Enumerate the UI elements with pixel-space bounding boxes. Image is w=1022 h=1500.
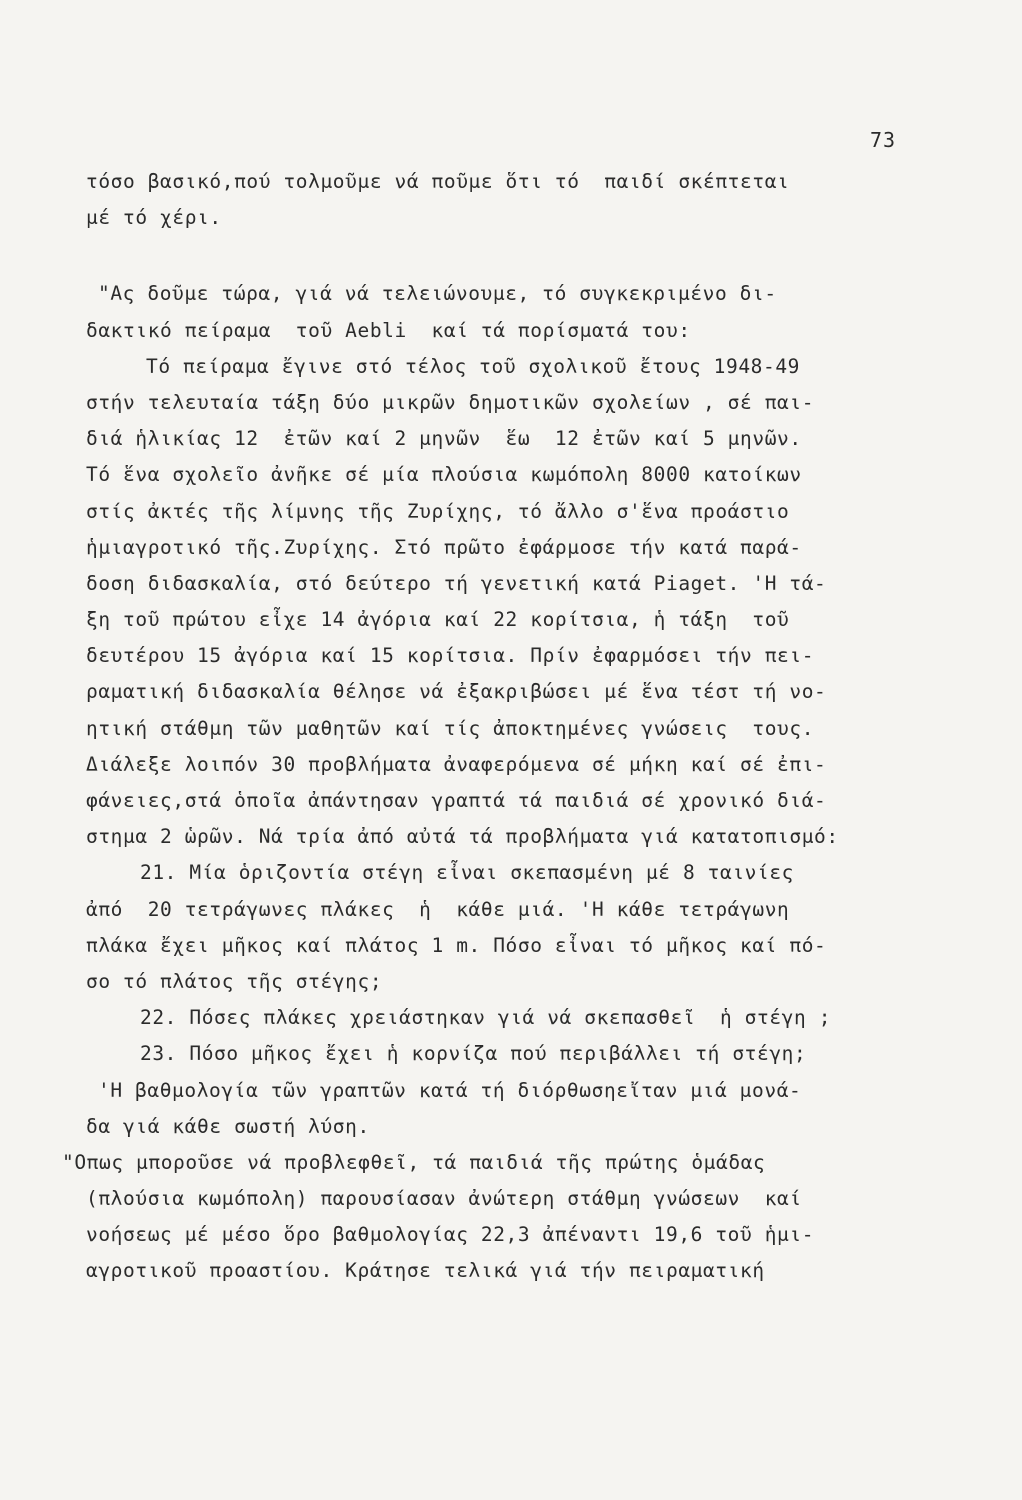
text-line: αγροτικοῦ προαστίου. Κράτησε τελικά γιά τήν πειραματική [86,1259,765,1283]
text-line: 21. Μία ὁριζοντία στέγη εἶναι σκεπασμένη μέ 8 ταινίες [140,861,795,885]
text-line: πλάκα ἔχει μῆκος καί πλάτος 1 m. Πόσο εἶναι τό μῆκος καί πό- [86,933,827,957]
text-line: ἡμιαγροτικό τῆς.Ζυρίχης. Στό πρῶτο ἐφάρμοσε τήν κατά παρά- [86,535,802,559]
text-line: στημα 2 ὡρῶν. Νά τρία ἀπό αὐτά τά προβλήματα γιά κατατοπισμό: [86,825,839,849]
text-line: 'Η βαθμολογία τῶν γραπτῶν κατά τή διόρθωσηεἴταν μιά μονά- [98,1078,802,1102]
text-line: Διάλεξε λοιπόν 30 προβλήματα ἀναφερόμενα σέ μήκη καί σέ ἐπι- [86,752,827,776]
text-line: Τό ἕνα σχολεῖο ἀνῆκε σέ μία πλούσια κωμόπολη 8000 κατοίκων [86,463,802,487]
text-line: νοήσεως μέ μέσο ὅρο βαθμολογίας 22,3 ἀπέναντι 19,6 τοῦ ἡμι- [86,1223,815,1247]
text-line: σο τό πλάτος τῆς στέγης; [86,969,383,993]
text-line: 23. Πόσο μῆκος ἔχει ἡ κορνίζα πού περιβάλλει τή στέγη; [140,1042,807,1066]
text-line: δευτέρου 15 ἀγόρια καί 15 κορίτσια. Πρίν ἐφαρμόσει τήν πει- [86,644,815,668]
text-line: "Οπως μποροῦσε νά προβλεφθεῖ, τά παιδιά τῆς πρώτης ὁμάδας [62,1150,766,1174]
text-line: ραματική διδασκαλία θέλησε νά ἐξακριβώσει μέ ἕνα τέστ τή νο- [86,680,827,704]
text-line: στήν τελευταία τάξη δύο μικρῶν δημοτικῶν σχολείων , σέ παι- [86,390,815,414]
paragraph-gap [86,236,936,276]
text-line: διά ἡλικίας 12 ἐτῶν καί 2 μηνῶν ἕω 12 ἐτῶν καί 5 μηνῶν. [86,427,802,451]
text-line: ἀπό 20 τετράγωνες πλάκες ἡ κάθε μιά. 'Η κάθε τετράγωνη [86,897,790,921]
page-number: 73 [870,128,897,152]
text-line: Τό πείραμα ἔγινε στό τέλος τοῦ σχολικοῦ ἔτους 1948-49 [146,354,801,378]
text-line: ξη τοῦ πρώτου εἶχε 14 ἀγόρια καί 22 κορίτσια, ἡ τάξη τοῦ [86,608,790,632]
text-line: μέ τό χέρι. [86,206,222,230]
text-line: ητική στάθμη τῶν μαθητῶν καί τίς ἀποκτημένες γνώσεις τους. [86,716,815,740]
text-line: δα γιά κάθε σωστή λύση. [86,1114,370,1138]
text-line: δακτικό πείραμα τοῦ Aebli καί τά πορίσματά του: [86,318,691,342]
text-line: δοση διδασκαλία, στό δεύτερο τή γενετική κατά Piaget. 'Η τά- [86,571,827,595]
text-line: 22. Πόσες πλάκες χρειάστηκαν γιά νά σκεπασθεῖ ἡ στέγη ; [140,1006,832,1030]
text-line: τόσο βασικό,πού τολμοῦμε νά ποῦμε ὅτι τό παιδί σκέπτεται [86,170,790,193]
text-line: φάνειες,στά ὁποῖα ἀπάντησαν γραπτά τά παιδιά σέ χρονικό διά- [86,789,827,812]
body-text [62,164,936,1290]
text-line: "Ας δοῦμε τώρα, γιά νά τελειώνουμε, τό συγκεκριμένο δι- [98,282,777,306]
text-line: στίς ἀκτές τῆς λίμνης τῆς Ζυρίχης, τό ἄλλο σ'ἕνα προάστιο [86,499,790,523]
text-line: (πλούσια κωμόπολη) παρουσίασαν ἀνώτερη στάθμη γνώσεων καί [86,1187,802,1211]
